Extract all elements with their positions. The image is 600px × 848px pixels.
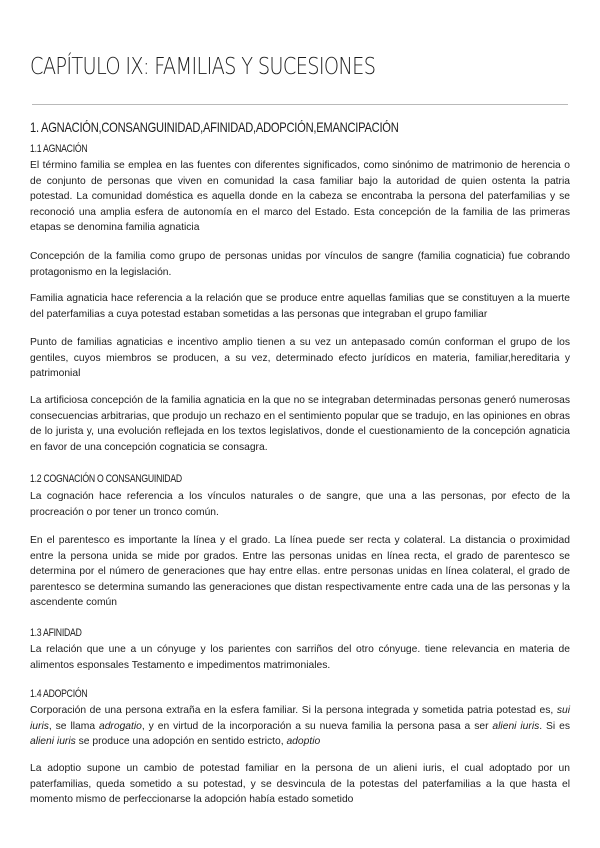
agnacion-heading: 1.1 AGNACIÓN xyxy=(30,143,88,155)
adopcion-text: Corporación de una persona extraña en la esfera familiar. Si la persona integrada y sometida patria potestad es, xyxy=(30,705,557,716)
agnacion-paragraph-5: La artificiosa concepción de la familia agnaticia en la que no se integraban determinadas personas generó numerosas consecuencias arbitrarias, que produjo un rechazo en el sentimiento popular que se tradujo, en las opiniones en obras de lo jurista y, una evolución reflejada en los textos legislativos, donde el cuestionamiento de la concepción agnaticia en favor de una concepción cognaticia se consagra. xyxy=(30,395,570,453)
agnacion-paragraph-4: Punto de familias agnaticias e incentivo amplio tienen a su vez un antepasado común conforman el grupo de los gentiles, cuyos miembros se producen, a su vez, determinado efecto jurídicos en materia, familiar,hereditaria y patrimonial xyxy=(30,337,570,379)
adopcion-text: . Si es xyxy=(539,720,570,732)
term-alieni-iuris: alieni iuris xyxy=(492,720,540,732)
title-divider xyxy=(32,104,568,105)
term-adrogatio: adrogatio xyxy=(98,720,142,732)
cognacion-paragraph-2: En el parentesco es importante la línea y el grado. La línea puede ser recta y colateral. La distancia o proximidad entre la persona unida se mide por grados. Entre las personas unidas en línea recta, el grado de parentesco se determina por el número de generaciones que hay entre ellas. entre personas unidas en línea colateral, el grado de parentesco se determina sumando las generaciones que distan respectivamente entre cada una de las personas y la ascendente común xyxy=(30,535,570,608)
afinidad-heading: 1.3 AFINIDAD xyxy=(30,627,82,639)
agnacion-paragraph-1: El término familia se emplea en las fuentes con diferentes significados, como sinónimo de matrimonio de herencia o de conjunto de personas que viven en comunidad la casa familiar bajo la autoridad de quien ostenta la patria potestad. La comunidad doméstica es aquella donde en la cabeza se encontraba la persona del paterfamilias y se reconoció una amplia esfera de autonomía en el marco del Estado. Esta concepción de la familia de las primeras etapas se denomina familia agnaticia xyxy=(30,160,570,233)
cognacion-heading: 1.2 COGNACIÓN O CONSANGUINIDAD xyxy=(30,473,182,485)
adopcion-text: , se llama xyxy=(48,720,99,732)
agnacion-paragraph-2: Concepción de la familia como grupo de personas unidas por vínculos de sangre (familia cognaticia) fue cobrando protagonismo en la legislación. xyxy=(30,251,570,278)
afinidad-paragraph-1: La relación que une a un cónyuge y los parientes con sarriños del otro cónyuge. tiene relevancia en materia de alimentos esponsales Testamento e impedimentos matrimoniales. xyxy=(30,644,570,671)
term-alieni-iuris: alieni iuris xyxy=(30,736,76,747)
adopcion-heading: 1.4 ADOPCIÓN xyxy=(30,688,88,700)
adopcion-paragraph-1 xyxy=(30,703,570,750)
adopcion-text: se produce una adopción en sentido estricto, xyxy=(75,736,287,747)
agnacion-paragraph-3: Familia agnaticia hace referencia a la relación que se produce entre aquellas familias que se constituyen a la muerte del paterfamilias a cuya potestad estaban sometidas a las personas que integraban el grupo familiar xyxy=(30,293,570,320)
term-sui-iuris: sui iuris xyxy=(30,705,570,732)
adopcion-text: , y en virtud de la incorporación a su nueva familia la persona pasa a ser xyxy=(141,720,493,732)
section-heading: 1. AGNACIÓN,CONSANGUINIDAD,AFINIDAD,ADOPCIÓN,EMANCIPACIÓN xyxy=(30,120,399,135)
cognacion-paragraph-1: La cognación hace referencia a los vínculos naturales o de sangre, que una a las personas, por efecto de la procreación o por tener un tronco común. xyxy=(30,491,570,518)
term-adoptio: adoptio xyxy=(286,736,321,747)
chapter-title: CAPÍTULO IX: FAMILIAS Y SUCESIONES xyxy=(30,54,376,80)
adopcion-paragraph-2: La adoptio supone un cambio de potestad familiar en la persona de un alieni iuris, el cual adoptado por un paterfamilias, queda sometido a su potestad, y se desvincula de la potestas del paterfamilias a la que hasta el momento mismo de perfeccionarse la adopción había estado sometido xyxy=(30,763,570,805)
